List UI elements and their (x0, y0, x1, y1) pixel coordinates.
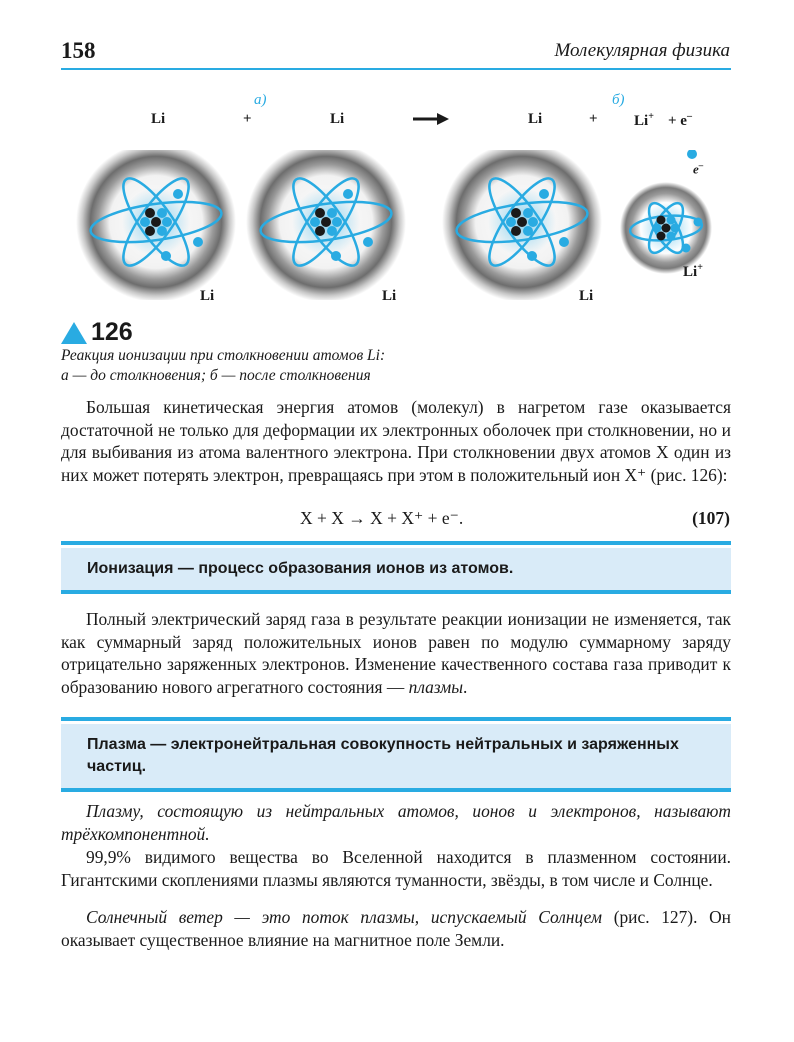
top-label-li-1: Li (151, 111, 166, 127)
top-label-li-3: Li (528, 111, 543, 127)
atom-2 (246, 150, 406, 300)
top-label-plus-2: + (589, 111, 598, 127)
paragraph-2: Полный электрический заряд газа в результате реакции ионизации не изменяется, так как суммарный заряд положительных ионов равен по модулю суммарному заряду отрицательно заряженных электронов. Изменение качественного состава газа приводит к образованию нового агрегатного состояния — плазмы. (61, 609, 731, 697)
figure-label-a: а) (254, 92, 267, 108)
bottom-label-li-2: Li (382, 288, 397, 304)
header-rule (61, 68, 731, 70)
atom-1 (76, 150, 236, 300)
bottom-label-li-3: Li (579, 288, 594, 304)
triangle-icon (61, 322, 87, 344)
definition-ionization: Ионизация — процесс образования ионов из атомов. (61, 541, 731, 594)
equation-number: (107) (692, 508, 730, 528)
paragraph-3: Плазму, состоящую из нейтральных атомов, ионов и электронов, называют трёхкомпонентной. (61, 801, 731, 844)
free-electron-label: e– (693, 160, 704, 177)
bottom-label-li-ion: Li+ (683, 262, 703, 280)
top-label-plus-1: + (243, 111, 252, 127)
figure-caption: Реакция ионизации при столкновении атомов Li: а — до столкновения; б — после столкновения (61, 347, 386, 384)
figure-number: 126 (61, 318, 133, 347)
paragraph-4: 99,9% видимого вещества во Вселенной находится в плазменном состоянии. Гигантскими скоплениями плазмы являются туманности, звёзды, в том числе и Солнце. (61, 847, 731, 890)
paragraph-5: Солнечный ветер — это поток плазмы, испускаемый Солнцем (рис. 127). Он оказывает существенное влияние на магнитное поле Земли. (61, 907, 731, 950)
top-label-electron: + e– (668, 111, 692, 129)
definition-plasma: Плазма — электронейтральная совокупность нейтральных и заряженных частиц. (61, 717, 731, 792)
paragraph-1: Большая кинетическая энергия атомов (молекул) в нагретом газе оказывается достаточной не только для деформации их электронных оболочек при столкновении, но и для выбивания из атома валентного электрона. При столкновении двух атомов X один из них может потерять электрон, превращаясь при этом в положительный ион X⁺ (рис. 126): (61, 397, 731, 485)
page-number: 158 (61, 38, 96, 63)
ion-li-plus (620, 182, 712, 274)
top-label-li-ion: Li+ (634, 111, 654, 129)
formula: X + X → X + X⁺ + e⁻. (300, 508, 464, 528)
bottom-label-li-1: Li (200, 288, 215, 304)
figure-label-b: б) (612, 92, 625, 108)
atom-3 (442, 150, 602, 300)
free-electron-icon (687, 150, 697, 159)
top-label-li-2: Li (330, 111, 345, 127)
running-title: Молекулярная физика (554, 40, 730, 61)
reaction-arrow-icon (413, 112, 449, 131)
ionization-figure (60, 150, 740, 300)
